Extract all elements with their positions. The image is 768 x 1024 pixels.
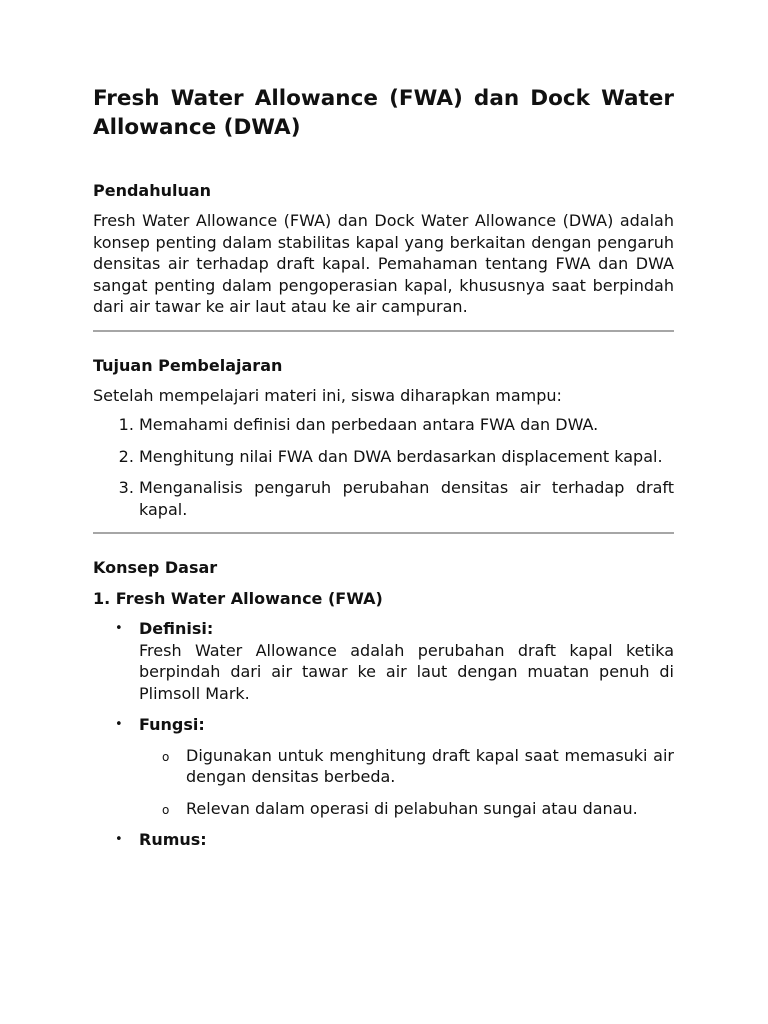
rumus-label: • Rumus: (139, 830, 207, 849)
definisi-label: • Definisi: (139, 619, 214, 638)
section-divider (93, 330, 674, 332)
objective-item: 2. Menghitung nilai FWA dan DWA berdasarkan displacement kapal. (139, 446, 674, 468)
fungsi-sublist (139, 745, 674, 820)
intro-paragraph: Fresh Water Allowance (FWA) dan Dock Water Allowance (DWA) adalah konsep penting dalam stabilitas kapal yang berkaitan dengan pengaruh densitas air terhadap draft kapal. Pemahaman tentang FWA dan DWA sangat penting dalam pengoperasian kapal, khususnya saat berpindah dari air tawar ke air laut atau ke air campuran. (93, 211, 674, 316)
definisi-text: Fresh Water Allowance adalah perubahan draft kapal ketika berpindah dari air tawar ke air laut dengan muatan penuh di Plimsoll Mark. (139, 640, 674, 703)
fwa-point-definisi (139, 618, 674, 704)
objectives-lead: Setelah mempelajari materi ini, siswa diharapkan mampu: (93, 385, 562, 405)
fwa-point-fungsi (139, 714, 674, 819)
section-divider (93, 532, 674, 534)
fungsi-item: o Relevan dalam operasi di pelabuhan sungai atau danau. (186, 798, 674, 820)
subsection-heading-fwa: 1. Fresh Water Allowance (FWA) (93, 589, 383, 608)
fungsi-label: • Fungsi: (139, 715, 205, 734)
fungsi-item: o Digunakan untuk menghitung draft kapal saat memasuki air dengan densitas berbeda. (186, 745, 674, 788)
objectives-list (93, 414, 674, 520)
section-heading-konsep: Konsep Dasar (93, 558, 218, 577)
section-heading-pendahuluan: Pendahuluan (93, 181, 212, 200)
fwa-points-list (93, 618, 674, 851)
fwa-point-rumus (139, 829, 674, 851)
objective-item: 1. Memahami definisi dan perbedaan antara FWA dan DWA. (139, 414, 674, 436)
document-title: Fresh Water Allowance (FWA) dan Dock Water Allowance (DWA) (93, 86, 674, 140)
section-heading-tujuan: Tujuan Pembelajaran (93, 355, 283, 375)
objective-item: 3. Menganalisis pengaruh perubahan densitas air terhadap draft kapal. (139, 477, 674, 520)
